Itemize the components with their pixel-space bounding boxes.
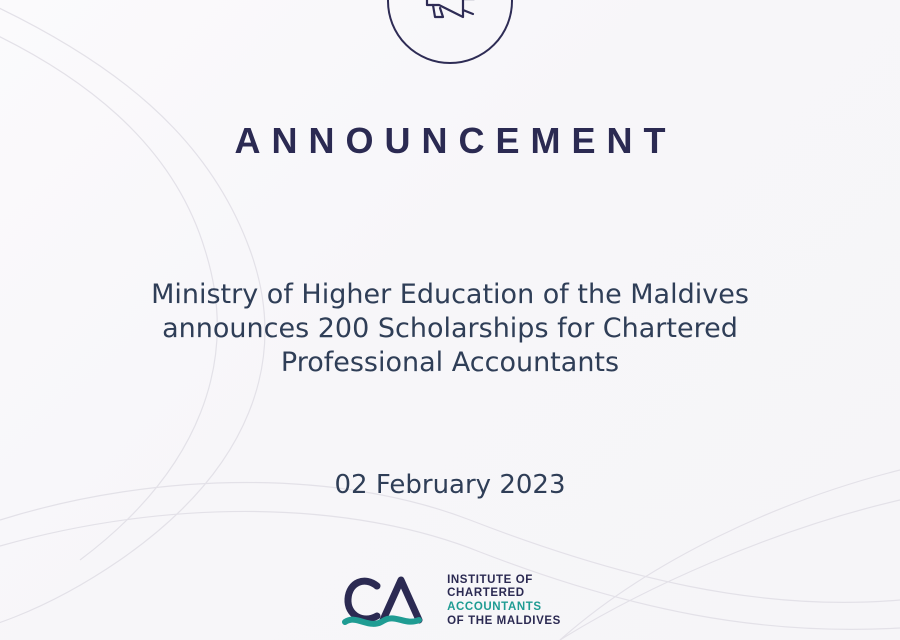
body-line-3: Professional Accountants bbox=[280, 347, 620, 378]
logo-wordmark bbox=[447, 574, 561, 628]
badge-container bbox=[0, 0, 900, 64]
body-line-1: Ministry of Higher Education of the Maldives bbox=[151, 279, 749, 310]
body-line-2: announces 200 Scholarships for Chartered bbox=[162, 313, 738, 344]
logo-line-4: OF THE MALDIVES bbox=[447, 614, 561, 627]
page-title: ANNOUNCEMENT bbox=[234, 120, 677, 161]
logo-line-3: ACCOUNTANTS bbox=[447, 601, 542, 613]
organization-logo bbox=[0, 570, 900, 632]
announcement-date: 02 February 2023 bbox=[334, 470, 566, 500]
logo-line-2: CHARTERED bbox=[447, 587, 525, 600]
announcement-body bbox=[130, 278, 770, 380]
ca-monogram-icon bbox=[339, 570, 435, 632]
logo-line-1: INSTITUTE OF bbox=[447, 573, 533, 586]
megaphone-icon bbox=[419, 0, 481, 28]
megaphone-badge bbox=[387, 0, 513, 64]
